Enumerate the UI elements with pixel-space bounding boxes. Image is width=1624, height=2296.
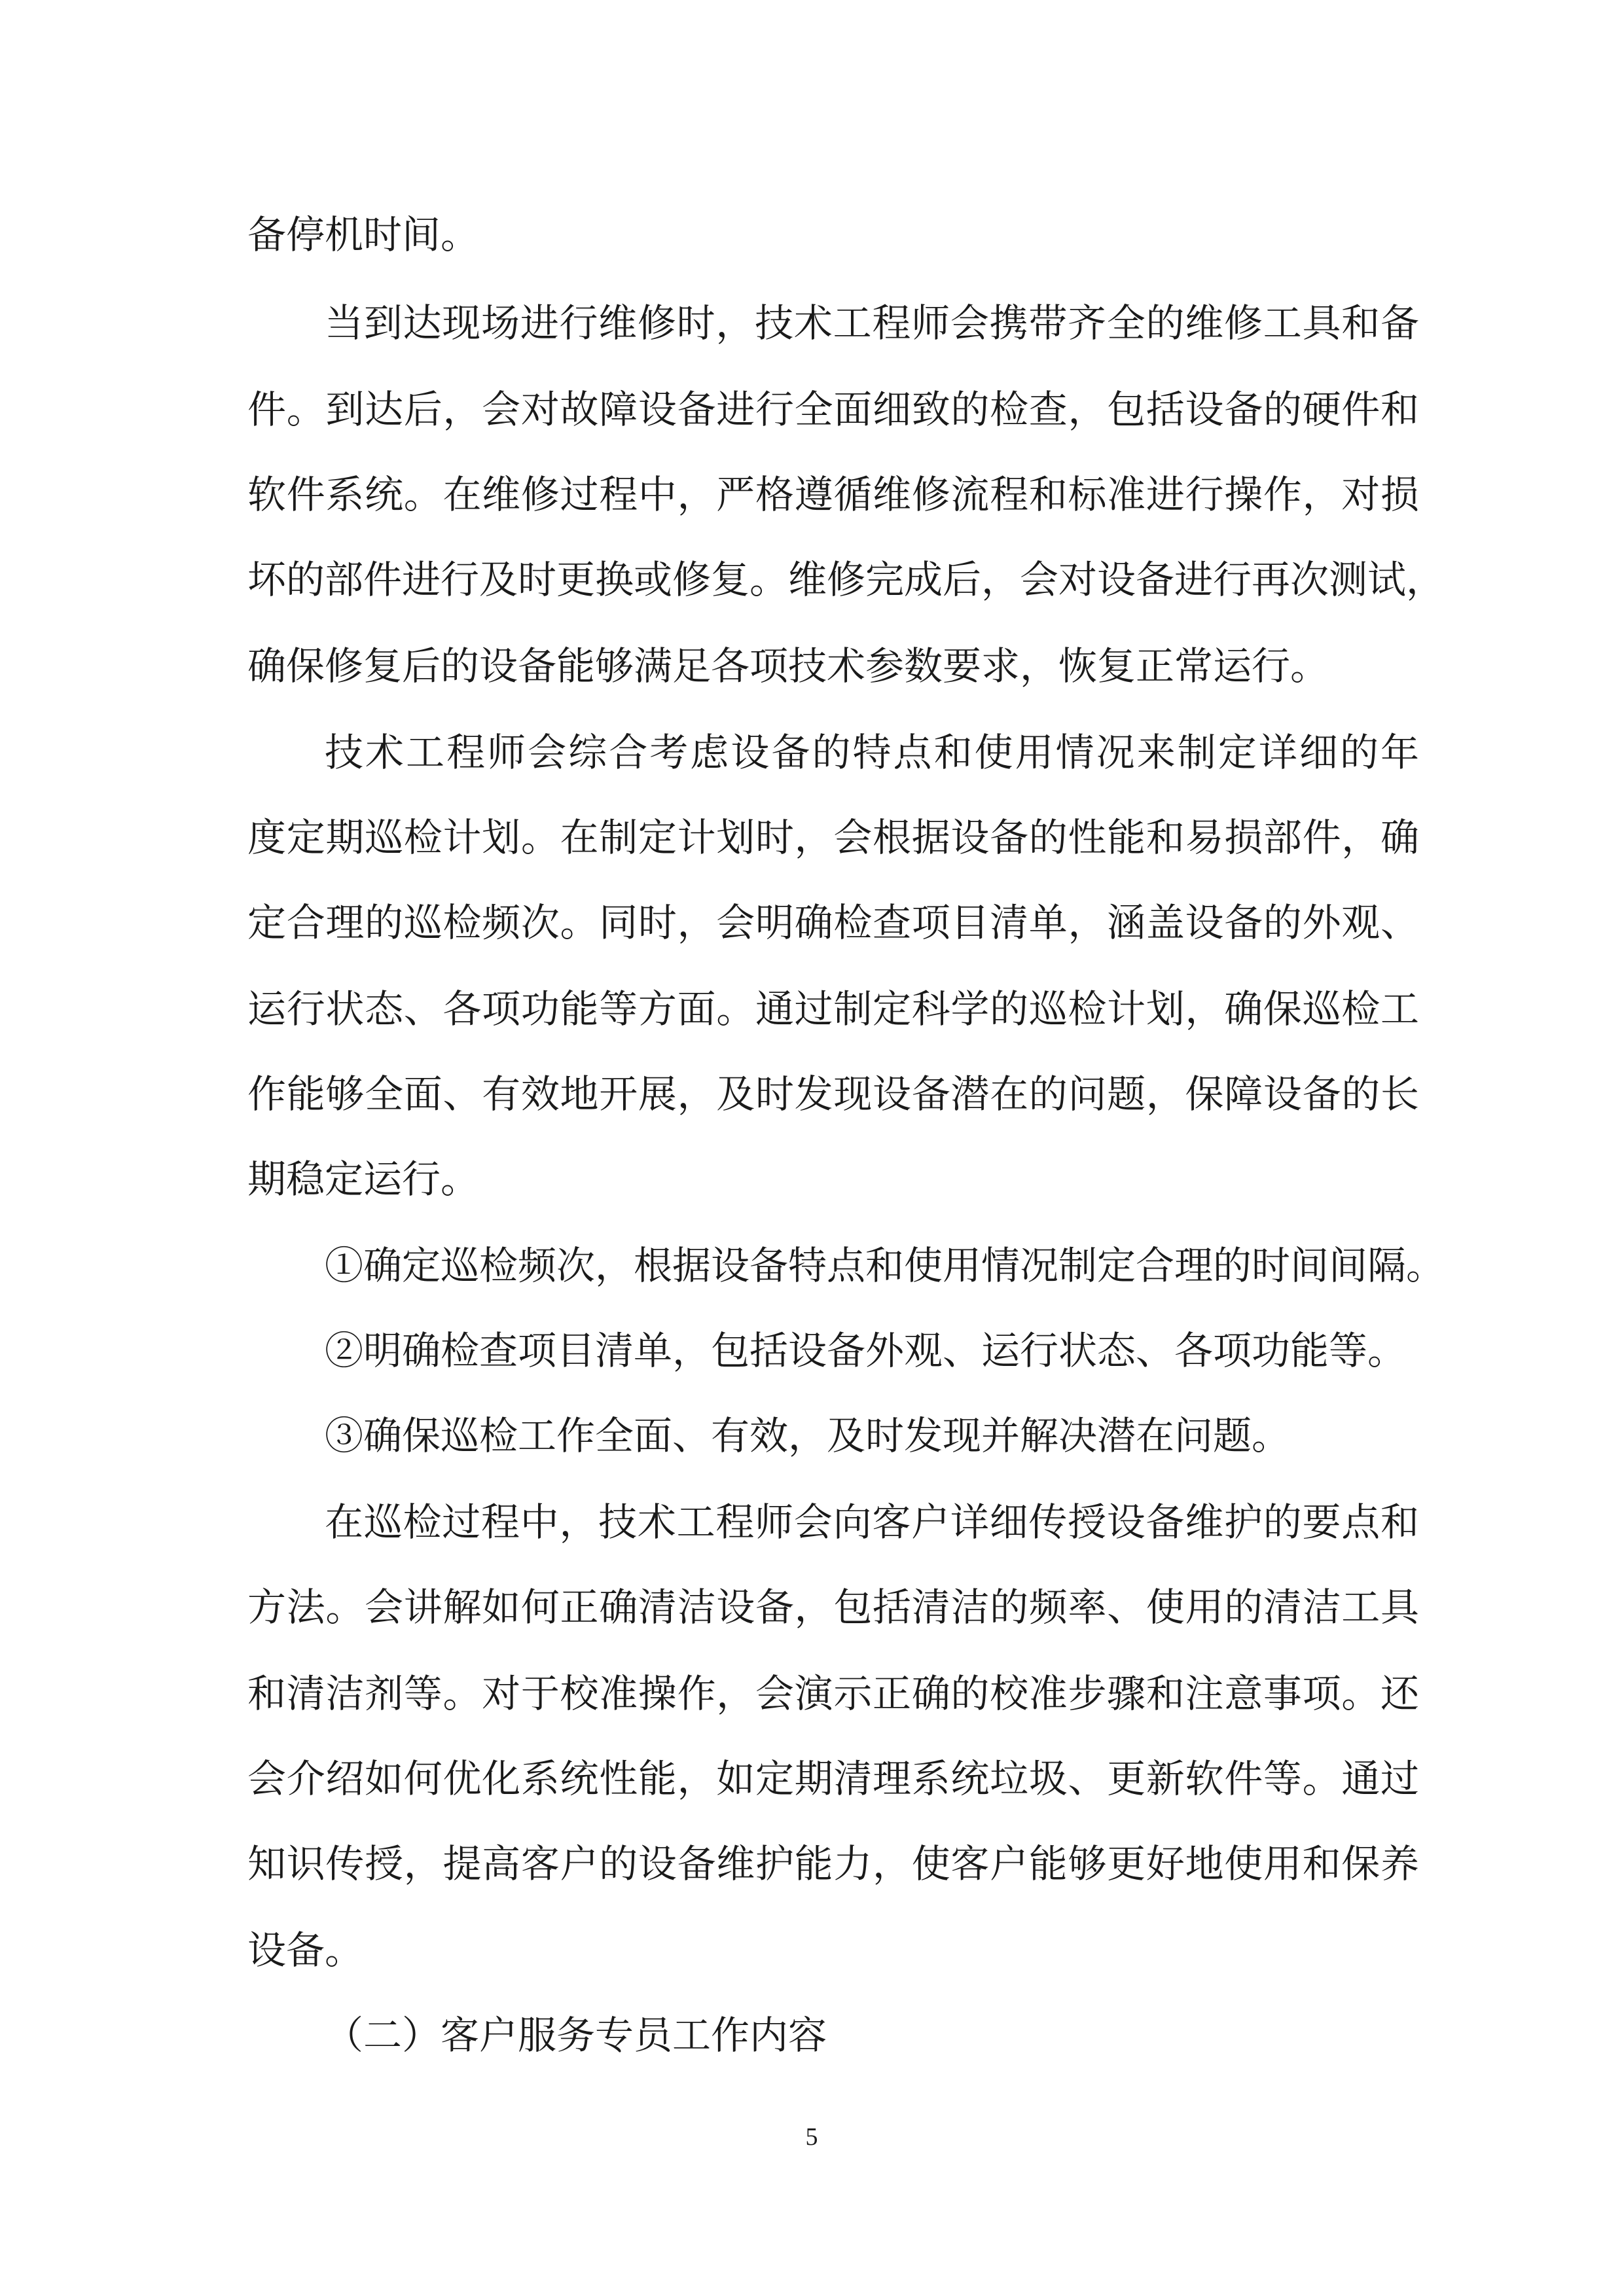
paragraph-line: 定合理的巡检频次。同时，会明确检查项目清单，涵盖设备的外观、 — [247, 900, 1419, 945]
paragraph-line: 知识传授，提高客户的设备维护能力，使客户能够更好地使用和保养 — [247, 1841, 1419, 1886]
paragraph-line: 软件系统。在维修过程中，严格遵循维修流程和标准进行操作，对损 — [247, 472, 1419, 517]
paragraph-line: 当到达现场进行维修时，技术工程师会携带齐全的维修工具和备 — [325, 300, 1419, 346]
paragraph-line: 会介绍如何优化系统性能，如定期清理系统垃圾、更新软件等。通过 — [247, 1756, 1419, 1801]
page-number: 5 — [805, 2123, 818, 2151]
paragraph-line: 作能够全面、有效地开展，及时发现设备潜在的问题，保障设备的长 — [247, 1071, 1419, 1117]
paragraph-line: 运行状态、各项功能等方面。通过制定科学的巡检计划，确保巡检工 — [247, 986, 1419, 1031]
paragraph-line: 坏的部件进行及时更换或修复。维修完成后，会对设备进行再次测试， — [247, 557, 1445, 602]
paragraph-line: 在巡检过程中，技术工程师会向客户详细传授设备维护的要点和 — [325, 1499, 1419, 1545]
paragraph-line: 备停机时间。 — [247, 212, 480, 257]
paragraph-line: 确保修复后的设备能够满足各项技术参数要求，恢复正常运行。 — [247, 643, 1329, 689]
section-heading: （二）客户服务专员工作内容 — [325, 2013, 827, 2058]
list-item: ②明确检查项目清单，包括设备外观、运行状态、各项功能等。 — [325, 1328, 1407, 1373]
paragraph-line: 技术工程师会综合考虑设备的特点和使用情况来制定详细的年 — [325, 730, 1419, 775]
paragraph-line: 设备。 — [247, 1928, 364, 1973]
paragraph-line: 和清洁剂等。对于校准操作，会演示正确的校准步骤和注意事项。还 — [247, 1671, 1419, 1716]
paragraph-line: 度定期巡检计划。在制定计划时，会根据设备的性能和易损部件，确 — [247, 815, 1419, 860]
paragraph-line: 件。到达后，会对故障设备进行全面细致的检查，包括设备的硬件和 — [247, 387, 1419, 432]
list-item: ①确定巡检频次，根据设备特点和使用情况制定合理的时间间隔。 — [325, 1243, 1445, 1288]
list-item: ③确保巡检工作全面、有效，及时发现并解决潜在问题。 — [325, 1413, 1291, 1458]
paragraph-line: 期稳定运行。 — [247, 1157, 480, 1202]
paragraph-line: 方法。会讲解如何正确清洁设备，包括清洁的频率、使用的清洁工具 — [247, 1585, 1419, 1630]
